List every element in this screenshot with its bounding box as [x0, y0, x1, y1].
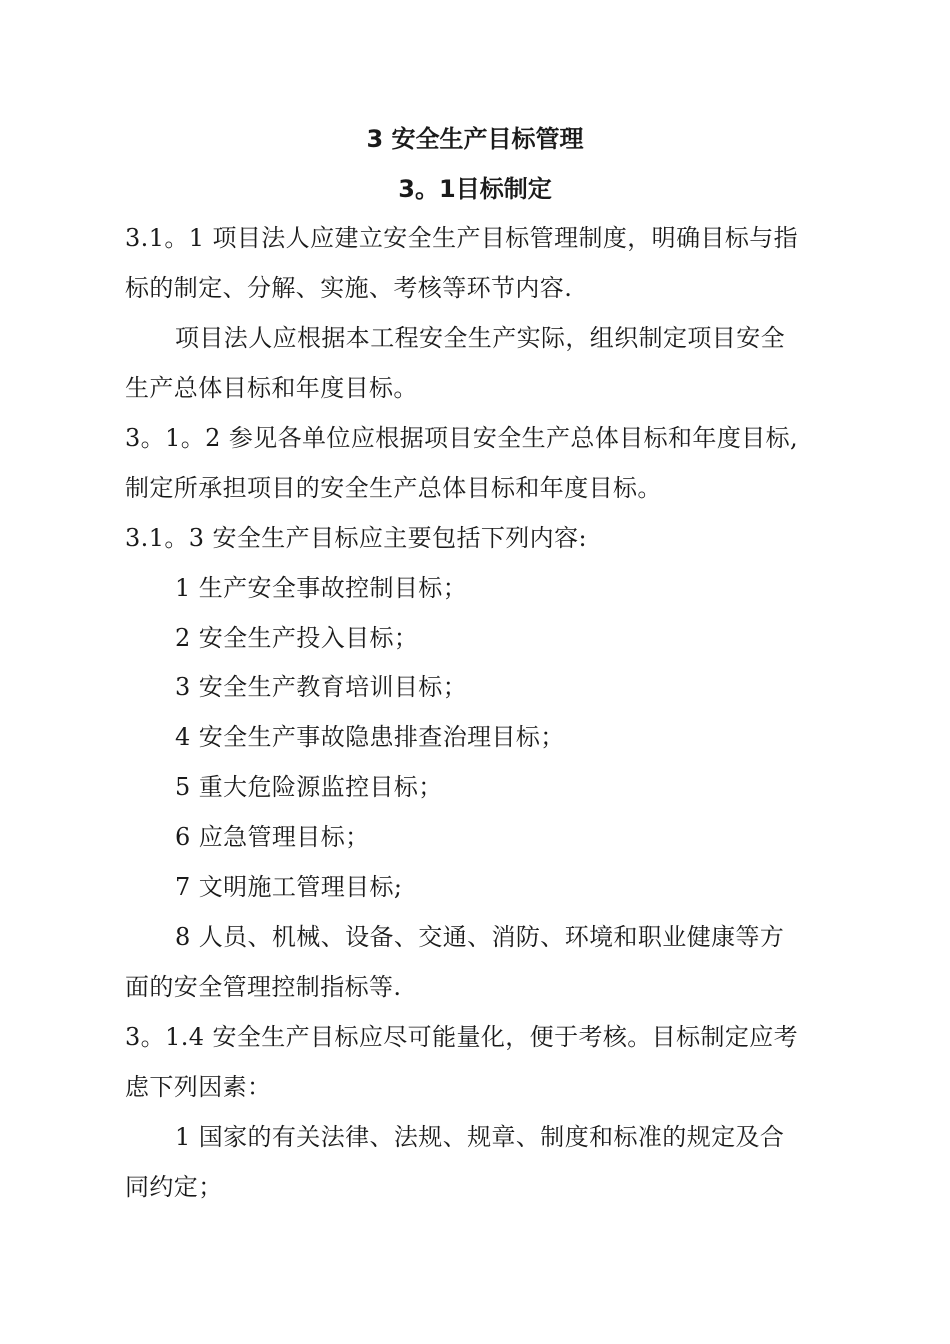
paragraph-line: 标的制定、分解、实施、考核等环节内容. — [125, 274, 573, 302]
section-heading: 3 安全生产目标管理 — [366, 125, 584, 153]
paragraph-line: 项目法人应根据本工程安全生产实际，组织制定项目安全 — [175, 324, 785, 352]
paragraph-line: 制定所承担项目的安全生产总体目标和年度目标。 — [125, 474, 662, 502]
list-item: 7 文明施工管理目标; — [175, 873, 403, 901]
list-item-continuation: 面的安全管理控制指标等. — [125, 973, 402, 1001]
list-item: 1 国家的有关法律、法规、规章、制度和标准的规定及合 — [175, 1123, 785, 1151]
paragraph-line: 3。1.4 安全生产目标应尽可能量化，便于考核。目标制定应考 — [125, 1023, 799, 1051]
paragraph-line: 3.1。3 安全生产目标应主要包括下列内容: — [125, 524, 587, 552]
paragraph-line: 生产总体目标和年度目标。 — [125, 374, 418, 402]
list-item: 2 安全生产投入目标； — [175, 624, 419, 652]
list-item: 1 生产安全事故控制目标； — [175, 574, 468, 602]
paragraph-line: 虑下列因素： — [125, 1073, 272, 1101]
list-item: 8 人员、机械、设备、交通、消防、环境和职业健康等方 — [175, 923, 785, 951]
list-item-continuation: 同约定； — [125, 1173, 223, 1201]
subsection-heading: 3。1目标制定 — [398, 175, 552, 203]
list-item: 3 安全生产教育培训目标； — [175, 673, 468, 701]
paragraph-line: 3.1。1 项目法人应建立安全生产目标管理制度，明确目标与指 — [125, 224, 799, 252]
list-item: 5 重大危险源监控目标； — [175, 773, 443, 801]
paragraph-line: 3。1。2 参见各单位应根据项目安全生产总体目标和年度目标, — [125, 424, 799, 452]
list-item: 4 安全生产事故隐患排查治理目标； — [175, 723, 565, 751]
list-item: 6 应急管理目标； — [175, 823, 370, 851]
